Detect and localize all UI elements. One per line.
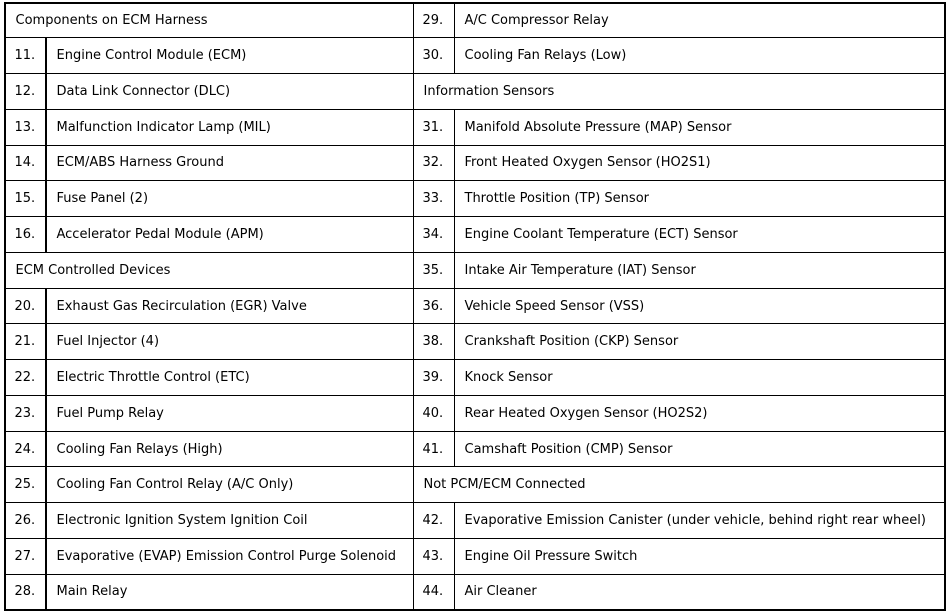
component-description: Cooling Fan Relays (Low) bbox=[454, 37, 946, 74]
component-description: Electronic Ignition System Ignition Coil bbox=[45, 502, 414, 539]
component-description: Vehicle Speed Sensor (VSS) bbox=[454, 288, 946, 325]
section-heading: Information Sensors bbox=[413, 73, 946, 110]
section-heading-row bbox=[413, 74, 945, 110]
component-row bbox=[413, 431, 945, 467]
component-number: 39. bbox=[413, 359, 455, 396]
component-description: Main Relay bbox=[45, 574, 414, 611]
component-row bbox=[413, 38, 945, 74]
component-number: 23. bbox=[4, 395, 46, 432]
component-row bbox=[4, 324, 413, 360]
section-heading: ECM Controlled Devices bbox=[4, 252, 414, 289]
component-description: Evaporative Emission Canister (under vehicle, behind right rear wheel) bbox=[454, 502, 946, 539]
component-row bbox=[413, 288, 945, 324]
component-description: Intake Air Temperature (IAT) Sensor bbox=[454, 252, 946, 289]
component-number: 16. bbox=[4, 216, 46, 253]
component-number: 32. bbox=[413, 145, 455, 182]
component-number: 38. bbox=[413, 323, 455, 360]
component-description: Electric Throttle Control (ETC) bbox=[45, 359, 414, 396]
component-row bbox=[4, 217, 413, 253]
section-heading-row bbox=[413, 467, 945, 503]
component-row bbox=[4, 538, 413, 574]
component-description: Cooling Fan Control Relay (A/C Only) bbox=[45, 466, 414, 503]
component-number: 31. bbox=[413, 109, 455, 146]
component-number: 33. bbox=[413, 180, 455, 217]
component-row bbox=[4, 109, 413, 145]
component-description: Crankshaft Position (CKP) Sensor bbox=[454, 323, 946, 360]
component-legend-table bbox=[4, 2, 945, 610]
component-number: 42. bbox=[413, 502, 455, 539]
component-row bbox=[413, 217, 945, 253]
legend-column-left bbox=[4, 2, 413, 610]
component-number: 15. bbox=[4, 180, 46, 217]
component-description: Air Cleaner bbox=[454, 574, 946, 611]
component-description: Evaporative (EVAP) Emission Control Purge Solenoid bbox=[45, 538, 414, 575]
component-description: Cooling Fan Relays (High) bbox=[45, 431, 414, 468]
component-description: Engine Control Module (ECM) bbox=[45, 37, 414, 74]
component-row bbox=[4, 574, 413, 610]
component-number: 26. bbox=[4, 502, 46, 539]
component-number: 41. bbox=[413, 431, 455, 468]
component-number: 28. bbox=[4, 574, 46, 611]
component-row bbox=[4, 431, 413, 467]
component-number: 29. bbox=[413, 2, 455, 39]
component-row bbox=[413, 574, 945, 610]
component-number: 27. bbox=[4, 538, 46, 575]
component-row bbox=[413, 395, 945, 431]
component-description: A/C Compressor Relay bbox=[454, 2, 946, 39]
component-number: 34. bbox=[413, 216, 455, 253]
component-description: Camshaft Position (CMP) Sensor bbox=[454, 431, 946, 468]
component-row bbox=[413, 145, 945, 181]
section-heading: Components on ECM Harness bbox=[4, 2, 414, 39]
component-row bbox=[413, 181, 945, 217]
component-description: Malfunction Indicator Lamp (MIL) bbox=[45, 109, 414, 146]
component-number: 25. bbox=[4, 466, 46, 503]
component-number: 43. bbox=[413, 538, 455, 575]
component-description: Knock Sensor bbox=[454, 359, 946, 396]
component-row bbox=[413, 2, 945, 38]
component-row bbox=[413, 324, 945, 360]
component-number: 44. bbox=[413, 574, 455, 611]
component-number: 21. bbox=[4, 323, 46, 360]
component-number: 35. bbox=[413, 252, 455, 289]
component-row bbox=[4, 145, 413, 181]
component-row bbox=[4, 360, 413, 396]
component-description: Engine Coolant Temperature (ECT) Sensor bbox=[454, 216, 946, 253]
component-number: 22. bbox=[4, 359, 46, 396]
section-heading: Not PCM/ECM Connected bbox=[413, 466, 946, 503]
component-description: Fuse Panel (2) bbox=[45, 180, 414, 217]
component-row bbox=[4, 74, 413, 110]
component-row bbox=[4, 467, 413, 503]
component-row bbox=[4, 181, 413, 217]
component-row bbox=[4, 395, 413, 431]
legend-column-right bbox=[413, 2, 945, 610]
component-number: 11. bbox=[4, 37, 46, 74]
component-number: 14. bbox=[4, 145, 46, 182]
component-description: Rear Heated Oxygen Sensor (HO2S2) bbox=[454, 395, 946, 432]
component-number: 13. bbox=[4, 109, 46, 146]
component-number: 24. bbox=[4, 431, 46, 468]
component-description: Front Heated Oxygen Sensor (HO2S1) bbox=[454, 145, 946, 182]
component-number: 30. bbox=[413, 37, 455, 74]
component-row bbox=[4, 38, 413, 74]
section-heading-row bbox=[4, 252, 413, 288]
component-row bbox=[4, 503, 413, 539]
component-description: Manifold Absolute Pressure (MAP) Sensor bbox=[454, 109, 946, 146]
component-description: Accelerator Pedal Module (APM) bbox=[45, 216, 414, 253]
component-description: Fuel Injector (4) bbox=[45, 323, 414, 360]
component-description: Fuel Pump Relay bbox=[45, 395, 414, 432]
component-description: Engine Oil Pressure Switch bbox=[454, 538, 946, 575]
component-description: Data Link Connector (DLC) bbox=[45, 73, 414, 110]
component-row bbox=[413, 360, 945, 396]
component-description: Throttle Position (TP) Sensor bbox=[454, 180, 946, 217]
component-number: 40. bbox=[413, 395, 455, 432]
component-description: Exhaust Gas Recirculation (EGR) Valve bbox=[45, 288, 414, 325]
section-heading-row bbox=[4, 2, 413, 38]
component-row bbox=[4, 288, 413, 324]
component-row bbox=[413, 252, 945, 288]
component-number: 12. bbox=[4, 73, 46, 110]
component-row bbox=[413, 503, 945, 539]
component-row bbox=[413, 538, 945, 574]
component-number: 36. bbox=[413, 288, 455, 325]
component-description: ECM/ABS Harness Ground bbox=[45, 145, 414, 182]
component-number: 20. bbox=[4, 288, 46, 325]
component-row bbox=[413, 109, 945, 145]
